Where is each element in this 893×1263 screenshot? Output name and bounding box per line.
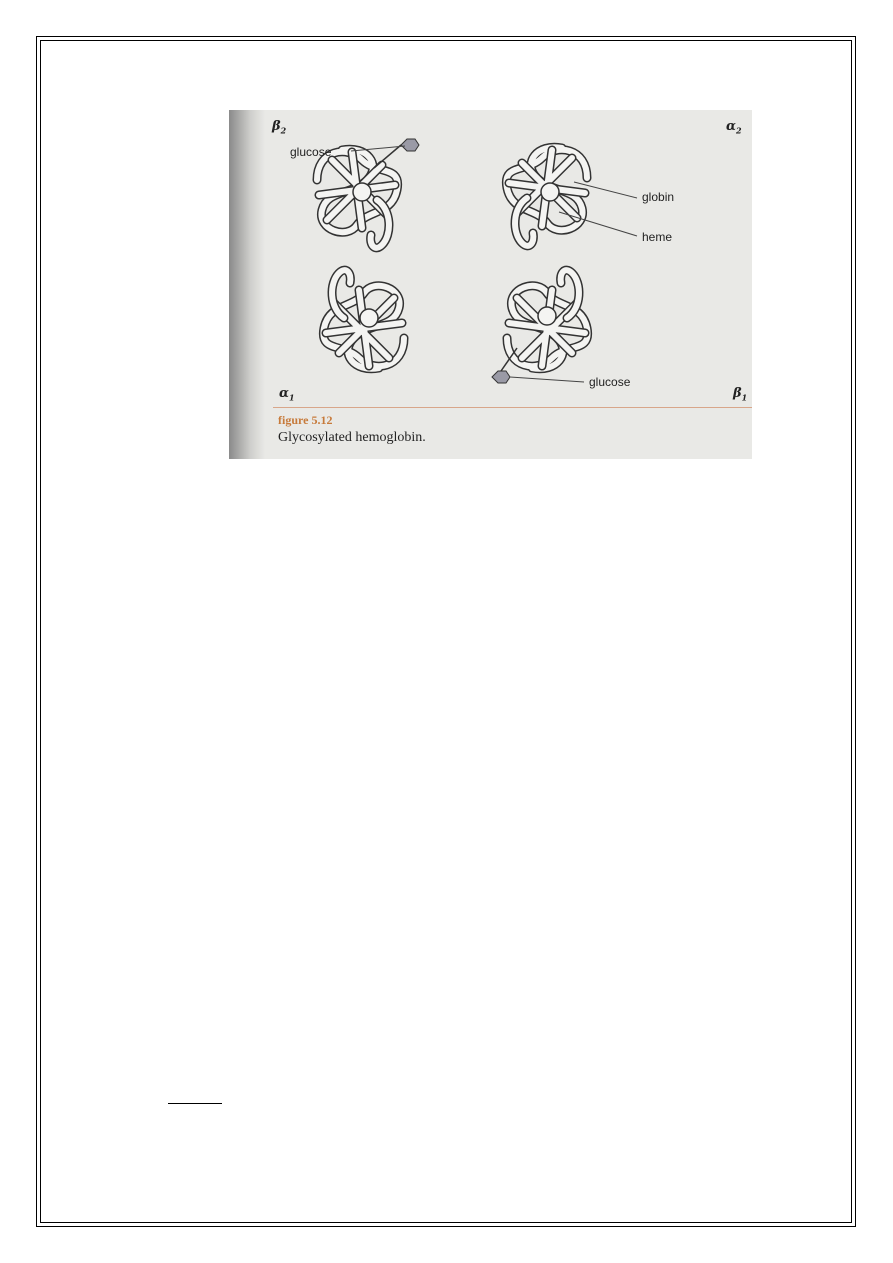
hemoglobin-figure xyxy=(229,110,752,459)
heme-group-alpha2 xyxy=(541,183,559,201)
beta1-label: $\beta_1$ xyxy=(733,386,748,403)
beta2-chain xyxy=(317,149,398,248)
heme-group-beta1 xyxy=(538,307,556,325)
alpha1-chain xyxy=(323,270,404,369)
heme-group-beta2 xyxy=(353,183,371,201)
figure-caption: Glycosylated hemoglobin. xyxy=(278,430,426,445)
figure-caption-rule xyxy=(273,407,752,408)
figure-number: figure 5.12 xyxy=(278,413,333,427)
underline-mark xyxy=(168,1103,222,1104)
globin-label: globin xyxy=(642,190,675,204)
alpha2-label: $\alpha_2$ xyxy=(726,119,742,136)
alpha2-chain xyxy=(506,147,587,246)
glucose-top-label: glucose xyxy=(290,145,332,159)
heme-group-alpha1 xyxy=(360,309,378,327)
glucose-bottom-label: glucose xyxy=(589,375,631,389)
heme-label: heme xyxy=(642,230,673,244)
beta1-chain xyxy=(507,270,588,369)
alpha1-label: $\alpha_1$ xyxy=(279,386,295,403)
beta2-label: $\beta_2$ xyxy=(272,119,287,136)
